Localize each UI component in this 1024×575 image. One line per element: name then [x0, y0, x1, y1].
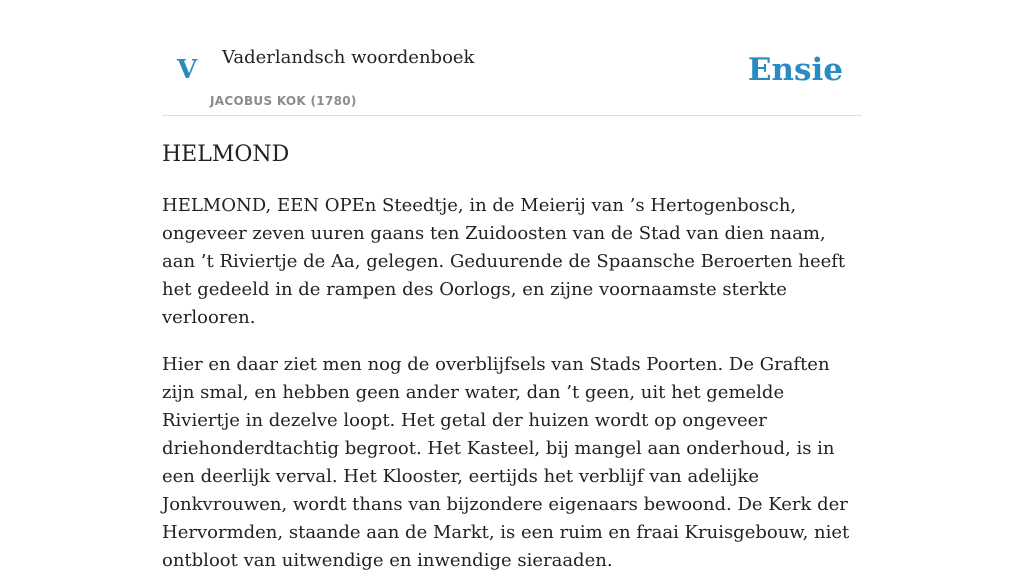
book-author: JACOBUS KOK (1780) [210, 94, 357, 108]
dictionary-header [162, 0, 862, 116]
ensie-logo-link[interactable]: Ensie [747, 52, 843, 88]
entry-paragraph: HELMOND, EEN OPEn Steedtje, in de Meierij van ’s Hertogenbosch, ongeveer zeven uuren gaans ten Zuidoosten van de Stad van dien naam, aan ’t Riviertje de Aa, gelegen. Geduurende de Spaansche Beroerten heeft het gedeeld in de rampen des Oorlogs, en zijne voornaamste sterkte verlooren. [162, 195, 846, 328]
book-title-link[interactable]: Vaderlandsch woordenboek [222, 47, 475, 68]
entry-content [162, 139, 862, 575]
index-letter-link[interactable]: V [177, 55, 198, 85]
entry-title: HELMOND [162, 142, 290, 167]
entry-paragraph: Hier en daar ziet men nog de overblijfsels van Stads Poorten. De Graften zijn smal, en hebben geen ander water, dan ’t geen, uit het gemelde Riviertje in dezelve loopt. Het getal der huizen wordt op ongeveer driehonderdtachtig begroot. Het Kasteel, bij mangel aan onderhoud, is in een deerlijk verval. Het Klooster, eertijds het verblijf van adelijke Jonkvrouwen, wordt thans van bijzondere eigenaars bewoond. De Kerk der Hervormden, staande aan de Markt, is een ruim en fraai Kruisgebouw, niet ontbloot van uitwendige en inwendige sieraaden. [162, 354, 850, 571]
